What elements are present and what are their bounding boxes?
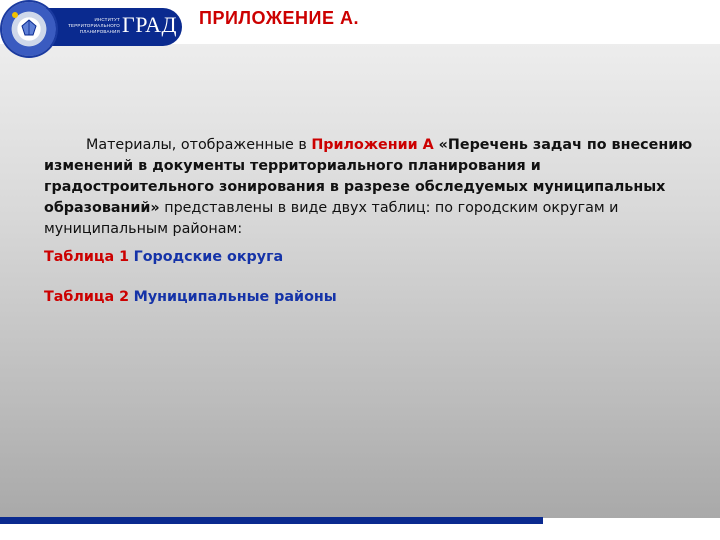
main-paragraph [44,135,694,240]
paragraph-prefix: Материалы, отображенные в [86,137,312,153]
table-2-name: Муниципальные районы [133,289,337,305]
appendix-reference: Приложении А [311,137,434,153]
page-title: ПРИЛОЖЕНИЕ А. [199,8,359,28]
institute-logo [0,0,190,50]
table-2-label: Таблица 2 [44,289,130,305]
table-1-name: Городские округа [133,249,284,265]
footer-bar [0,517,543,524]
table-1-label: Таблица 1 [44,249,130,265]
table-2-entry [44,287,337,308]
logo-emblem-icon [2,2,56,56]
task-list-title: «Перечень задач по внесению изменений в документы территориального планирования и градостроительного зонирования в разрезе обследуемых муниципальных образований» [44,137,693,216]
paragraph-suffix: представлены в виде двух таблиц: по городским округам и муниципальным районам: [44,200,619,237]
slide-background [0,44,720,518]
logo-institute-text: ИНСТИТУТ ТЕРРИТОРИАЛЬНОГО ПЛАНИРОВАНИЯ [68,17,120,34]
table-1-entry [44,247,283,268]
logo-brand-text: ГРАД [122,12,178,37]
